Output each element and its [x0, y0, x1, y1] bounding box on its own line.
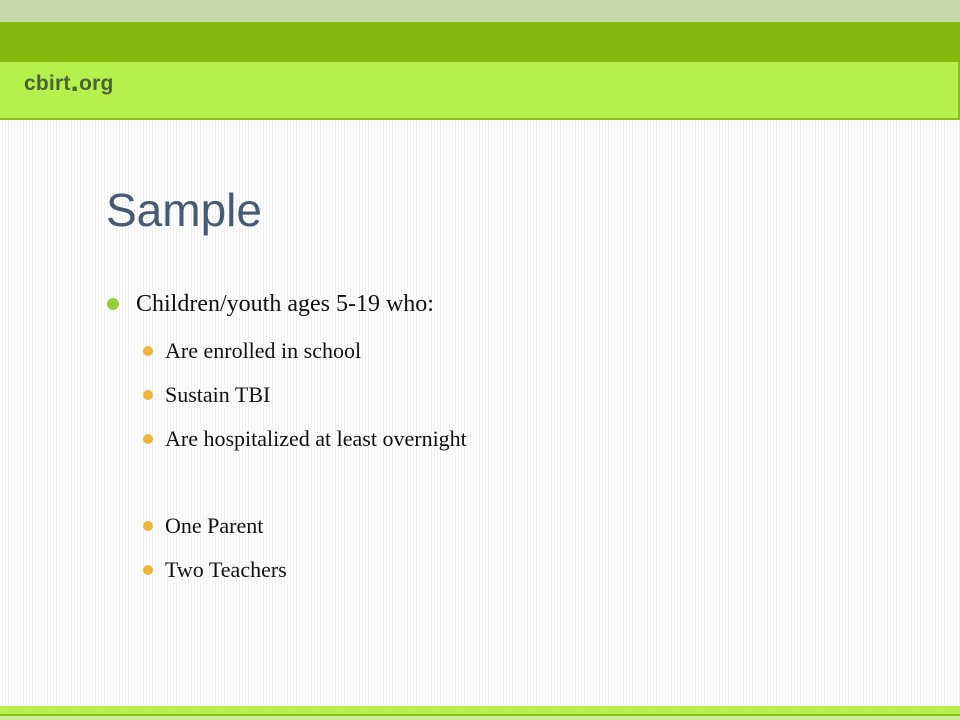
header-top-pale-strip: [0, 0, 960, 22]
sub-bullet-dot-icon: [143, 346, 153, 356]
sub-bullet-dot-icon: [143, 390, 153, 400]
bullet-item-children-youth: [136, 290, 434, 318]
sub-bullet-dot-icon: [143, 434, 153, 444]
bullet-dot-icon: [107, 298, 119, 310]
logo-suffix: org: [79, 72, 114, 95]
sub-bullet-sustain-tbi: [165, 382, 270, 408]
sub-bullet-one-parent: [165, 513, 263, 539]
sub-bullet-hospitalized: [165, 426, 467, 452]
sub-bullet-text: One Parent: [165, 513, 264, 538]
header-green-bar: [0, 22, 960, 62]
header-band: [0, 62, 960, 120]
logo-dot: .: [70, 65, 80, 98]
slide-title: Sample: [106, 184, 262, 236]
cbirt-logo: [24, 65, 114, 98]
sub-bullet-dot-icon: [143, 565, 153, 575]
sub-bullet-text: Sustain TBI: [165, 382, 271, 407]
bullet-text: Children/youth ages 5-19 who:: [136, 291, 434, 317]
logo-text: cbirt: [24, 72, 71, 95]
sub-bullet-text: Are enrolled in school: [165, 338, 362, 363]
sub-bullet-text: Are hospitalized at least overnight: [165, 426, 467, 451]
sub-bullet-text: Two Teachers: [165, 557, 287, 582]
sub-bullet-dot-icon: [143, 521, 153, 531]
sub-bullet-enrolled: [165, 338, 361, 364]
footer-stripe: [0, 706, 960, 720]
sub-bullet-two-teachers: [165, 557, 287, 583]
